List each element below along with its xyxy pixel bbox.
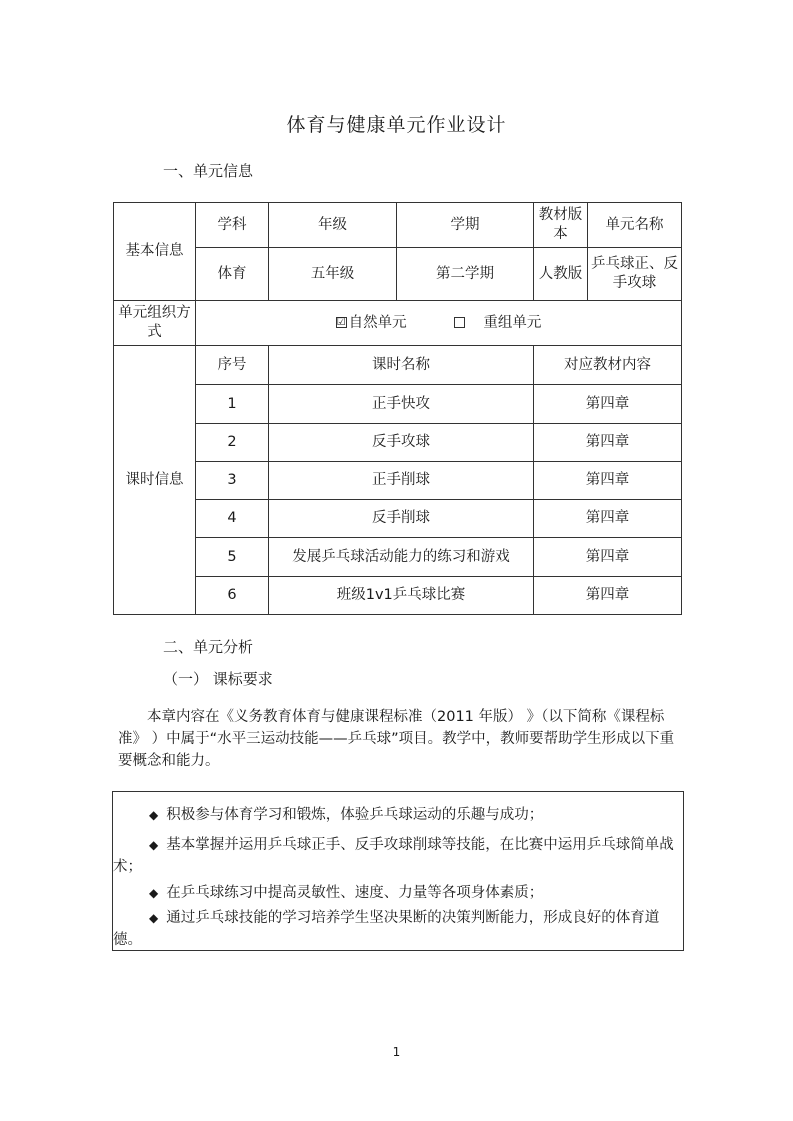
lesson-number: 2 xyxy=(196,424,269,462)
diamond-bullet-icon: ◆ xyxy=(149,838,159,852)
table-row xyxy=(114,538,682,577)
header-unit-name: 单元名称 xyxy=(588,203,682,248)
objectives-box xyxy=(112,791,684,951)
header-textbook-content: 对应教材内容 xyxy=(534,346,682,385)
regroup-unit-checkbox[interactable] xyxy=(454,317,465,328)
header-number: 序号 xyxy=(196,346,269,385)
diamond-bullet-icon: ◆ xyxy=(149,911,159,925)
lesson-number: 5 xyxy=(196,538,269,577)
subsection-heading-standards: （一） 课标要求 xyxy=(163,670,273,688)
standards-paragraph: 本章内容在《义务教育体育与健康课程标准（2011 年版） 》（以下简称《课程标准》 ）中属于“水平三运动技能——乒乓球”项目。教学中，教师要帮助学生形成以下重要概念和能力。 xyxy=(118,709,675,769)
org-method-label: 单元组织方式 xyxy=(114,301,196,346)
value-grade: 五年级 xyxy=(269,248,397,301)
table-row xyxy=(114,500,682,538)
section-heading-unit-info: 一、单元信息 xyxy=(163,162,254,180)
lesson-name: 反手削球 xyxy=(269,500,534,538)
value-unit-name: 乒乓球正、反手攻球 xyxy=(588,248,682,301)
lesson-number: 3 xyxy=(196,462,269,500)
basic-info-label: 基本信息 xyxy=(114,203,196,301)
table-row xyxy=(114,462,682,500)
objective-item: ◆ 积极参与体育学习和锻炼，体验乒乓球运动的乐趣与成功； xyxy=(149,807,544,823)
unit-info-table xyxy=(113,202,682,615)
natural-unit-label: 自然单元 xyxy=(348,314,407,331)
page-title: 体育与健康单元作业设计 xyxy=(286,114,507,136)
lesson-name: 班级1v1乒乓球比赛 xyxy=(269,577,534,615)
header-lesson-name: 课时名称 xyxy=(269,346,534,385)
natural-unit-checkbox[interactable]: ☑ xyxy=(336,317,346,328)
table-row xyxy=(114,577,682,615)
section-heading-unit-analysis: 二、单元分析 xyxy=(163,638,254,656)
regroup-unit-label: 重组单元 xyxy=(483,314,542,331)
lesson-info-label: 课时信息 xyxy=(114,346,196,615)
header-edition: 教材版本 xyxy=(534,203,588,248)
objective-item: ◆ 通过乒乓球技能的学习培养学生坚决果断的决策判断能力，形成良好的体育道德。 xyxy=(113,910,660,948)
header-subject: 学科 xyxy=(196,203,269,248)
lesson-number: 6 xyxy=(196,577,269,615)
diamond-bullet-icon: ◆ xyxy=(149,808,159,822)
table-row xyxy=(114,385,682,424)
lesson-number: 1 xyxy=(196,385,269,424)
lesson-name: 发展乒乓球活动能力的练习和游戏 xyxy=(269,538,534,577)
header-grade: 年级 xyxy=(269,203,397,248)
lesson-name: 反手攻球 xyxy=(269,424,534,462)
lesson-content: 第四章 xyxy=(534,577,682,615)
org-method-options xyxy=(196,301,682,346)
header-term: 学期 xyxy=(397,203,534,248)
lesson-content: 第四章 xyxy=(534,500,682,538)
value-edition: 人教版 xyxy=(534,248,588,301)
lesson-name: 正手快攻 xyxy=(269,385,534,424)
lesson-content: 第四章 xyxy=(534,385,682,424)
lesson-content: 第四章 xyxy=(534,424,682,462)
value-subject: 体育 xyxy=(196,248,269,301)
table-row xyxy=(114,424,682,462)
page-number: 1 xyxy=(392,1045,401,1059)
lesson-name: 正手削球 xyxy=(269,462,534,500)
lesson-number: 4 xyxy=(196,500,269,538)
objective-item: ◆ 在乒乓球练习中提高灵敏性、速度、力量等各项身体素质； xyxy=(149,885,544,901)
lesson-content: 第四章 xyxy=(534,462,682,500)
lesson-content: 第四章 xyxy=(534,538,682,577)
value-term: 第二学期 xyxy=(397,248,534,301)
diamond-bullet-icon: ◆ xyxy=(149,886,159,900)
objective-item: ◆ 基本掌握并运用乒乓球正手、反手攻球削球等技能，在比赛中运用乒乓球简单战术； xyxy=(113,837,674,875)
